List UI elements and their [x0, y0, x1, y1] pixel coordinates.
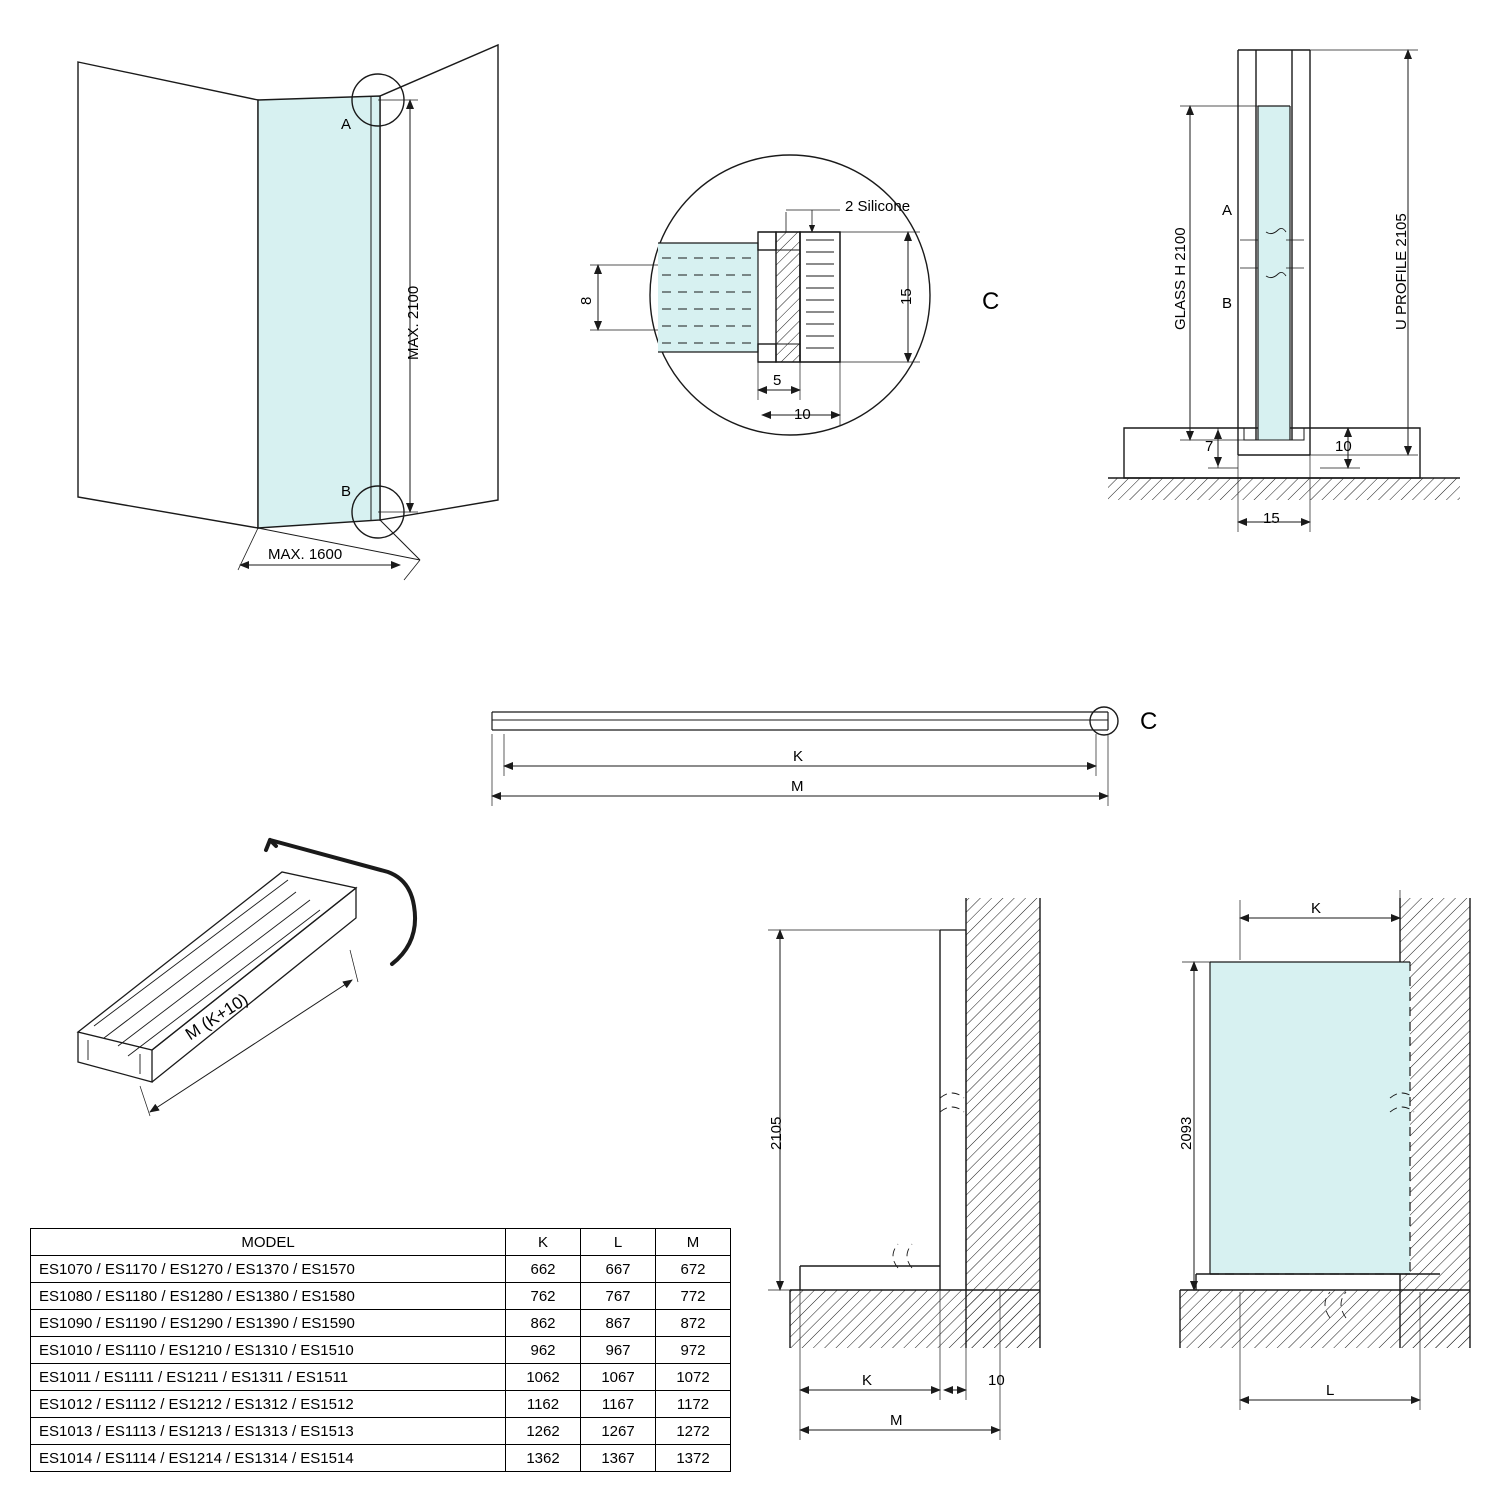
th-l: L	[581, 1229, 656, 1256]
dim-10-section: 10	[1335, 438, 1352, 455]
table-row	[31, 1445, 731, 1472]
view-profile-isometric	[78, 840, 415, 1116]
cell-m: 772	[656, 1283, 731, 1310]
callout-c-bar: C	[1140, 708, 1158, 735]
dim-15-section: 15	[1263, 510, 1280, 527]
view-glass-section	[1180, 890, 1470, 1410]
dim-2105: 2105	[768, 1116, 785, 1150]
dim-m-wall: M	[890, 1412, 903, 1429]
cell-k: 962	[506, 1337, 581, 1364]
dim-glass-thickness: 8	[578, 296, 595, 305]
cell-k: 1262	[506, 1418, 581, 1445]
cell-m: 672	[656, 1256, 731, 1283]
dim-profile-height: 15	[898, 288, 915, 305]
dim-l-glass: L	[1326, 1382, 1335, 1399]
cell-l: 1067	[581, 1364, 656, 1391]
table-row	[31, 1364, 731, 1391]
dim-k-glass: K	[1311, 900, 1322, 917]
cell-m: 972	[656, 1337, 731, 1364]
cell-l: 1167	[581, 1391, 656, 1418]
dim-m-k10: M (K+10)	[182, 989, 252, 1044]
cell-k: 662	[506, 1256, 581, 1283]
dim-10-detail: 10	[794, 406, 811, 423]
cell-k: 1062	[506, 1364, 581, 1391]
view-profile-bar	[492, 707, 1118, 806]
dim-glass-height: GLASS H 2100	[1172, 227, 1189, 330]
dim-10-wall: 10	[988, 1372, 1005, 1389]
callout-c-detail: C	[982, 288, 1000, 315]
th-model: MODEL	[31, 1229, 506, 1256]
table-header-row	[31, 1229, 731, 1256]
cell-l: 867	[581, 1310, 656, 1337]
cell-l: 667	[581, 1256, 656, 1283]
table-row	[31, 1337, 731, 1364]
cell-l: 767	[581, 1283, 656, 1310]
cell-m: 1372	[656, 1445, 731, 1472]
table-row	[31, 1283, 731, 1310]
cell-k: 862	[506, 1310, 581, 1337]
model-table	[30, 1228, 731, 1472]
dim-k-bar: K	[793, 748, 804, 765]
table-row	[31, 1418, 731, 1445]
view-detail-c	[590, 155, 930, 435]
cell-k: 762	[506, 1283, 581, 1310]
table-row	[31, 1310, 731, 1337]
cell-model: ES1014 / ES1114 / ES1214 / ES1314 / ES1514	[31, 1445, 506, 1472]
th-m: M	[656, 1229, 731, 1256]
dim-k-wall: K	[862, 1372, 873, 1389]
cell-k: 1362	[506, 1445, 581, 1472]
cell-m: 1072	[656, 1364, 731, 1391]
cell-model: ES1012 / ES1112 / ES1212 / ES1312 / ES1512	[31, 1391, 506, 1418]
dim-u-profile: U PROFILE 2105	[1393, 213, 1410, 330]
cell-m: 872	[656, 1310, 731, 1337]
dim-7: 7	[1205, 438, 1214, 455]
section-label-a: A	[1222, 202, 1233, 219]
cell-model: ES1010 / ES1110 / ES1210 / ES1310 / ES1510	[31, 1337, 506, 1364]
cell-m: 1172	[656, 1391, 731, 1418]
cell-l: 1267	[581, 1418, 656, 1445]
dim-max-height: MAX. 2100	[405, 285, 422, 360]
cell-model: ES1080 / ES1180 / ES1280 / ES1380 / ES1580	[31, 1283, 506, 1310]
cell-model: ES1011 / ES1111 / ES1211 / ES1311 / ES1511	[31, 1364, 506, 1391]
cell-k: 1162	[506, 1391, 581, 1418]
th-k: K	[506, 1229, 581, 1256]
cell-l: 967	[581, 1337, 656, 1364]
cell-model: ES1090 / ES1190 / ES1290 / ES1390 / ES1590	[31, 1310, 506, 1337]
cell-m: 1272	[656, 1418, 731, 1445]
dim-2093: 2093	[1178, 1116, 1195, 1150]
dim-max-width: MAX. 1600	[268, 546, 343, 563]
cell-model: ES1070 / ES1170 / ES1270 / ES1370 / ES1570	[31, 1256, 506, 1283]
table-row	[31, 1256, 731, 1283]
view-wall-section	[768, 898, 1040, 1440]
label-silicone: 2 Silicone	[845, 198, 911, 215]
dim-m-bar: M	[791, 778, 804, 795]
view-overall-perspective	[78, 45, 498, 580]
section-label-b: B	[1222, 295, 1233, 312]
label-detail-b: B	[341, 483, 352, 500]
cell-model: ES1013 / ES1113 / ES1213 / ES1313 / ES1513	[31, 1418, 506, 1445]
dim-5: 5	[773, 372, 782, 389]
label-detail-a: A	[341, 116, 352, 133]
table-row	[31, 1391, 731, 1418]
cell-l: 1367	[581, 1445, 656, 1472]
